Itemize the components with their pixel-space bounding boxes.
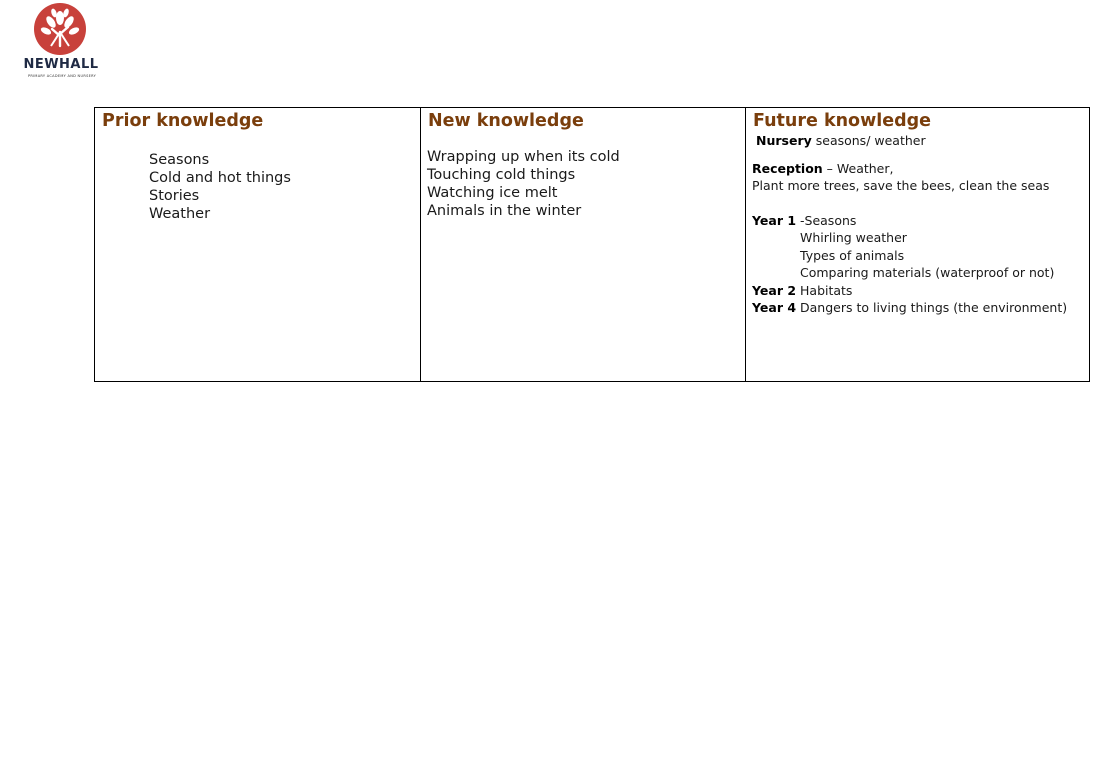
year1-label: Year 1	[752, 212, 797, 228]
reception-line-2: Plant more trees, save the bees, clean the seas	[752, 178, 1050, 193]
year1-text: -Seasons	[796, 212, 857, 228]
year1-item: Comparing materials (waterproof or not)	[800, 265, 1055, 280]
school-name: NEWHALL	[23, 57, 99, 72]
nursery-line	[752, 132, 1089, 150]
year4-text: Dangers to living things (the environment)	[796, 300, 1068, 315]
list-item: Watching ice melt	[427, 185, 558, 201]
nursery-label: Nursery	[756, 133, 812, 148]
list-item: Wrapping up when its cold	[427, 149, 620, 165]
knowledge-row	[95, 108, 1090, 382]
tree-logo-icon	[33, 2, 87, 56]
school-logo	[14, 2, 108, 80]
prior-knowledge-cell	[95, 108, 421, 382]
prior-knowledge-heading: Prior knowledge	[102, 111, 264, 131]
list-item: Touching cold things	[427, 167, 576, 183]
list-item: Weather	[149, 206, 211, 222]
list-item: Seasons	[149, 152, 210, 168]
future-knowledge-body	[752, 132, 1089, 317]
prior-knowledge-list	[149, 151, 420, 223]
nursery-text: seasons/ weather	[811, 133, 926, 148]
list-item: Animals in the winter	[427, 203, 582, 219]
reception-label: Reception	[752, 160, 823, 176]
list-item: Cold and hot things	[149, 170, 291, 186]
year2-line	[752, 282, 1089, 300]
year4-line	[752, 299, 1089, 317]
new-knowledge-heading: New knowledge	[428, 111, 584, 131]
future-knowledge-heading: Future knowledge	[753, 111, 932, 131]
list-item: Stories	[149, 188, 200, 204]
new-knowledge-list	[427, 148, 745, 220]
year2-text: Habitats	[796, 282, 853, 298]
future-knowledge-cell	[746, 108, 1090, 382]
year1-line	[752, 212, 1089, 230]
year1-item: Whirling weather	[800, 230, 907, 245]
year4-label: Year 4	[752, 300, 797, 315]
year1-item: Types of animals	[800, 247, 905, 263]
year2-label: Year 2	[752, 282, 797, 298]
reception-line	[752, 160, 1089, 178]
reception-text: – Weather,	[822, 160, 894, 176]
new-knowledge-cell	[421, 108, 746, 382]
knowledge-table	[94, 107, 1090, 382]
school-tagline: PRIMARY ACADEMY AND NURSERY	[27, 74, 97, 78]
